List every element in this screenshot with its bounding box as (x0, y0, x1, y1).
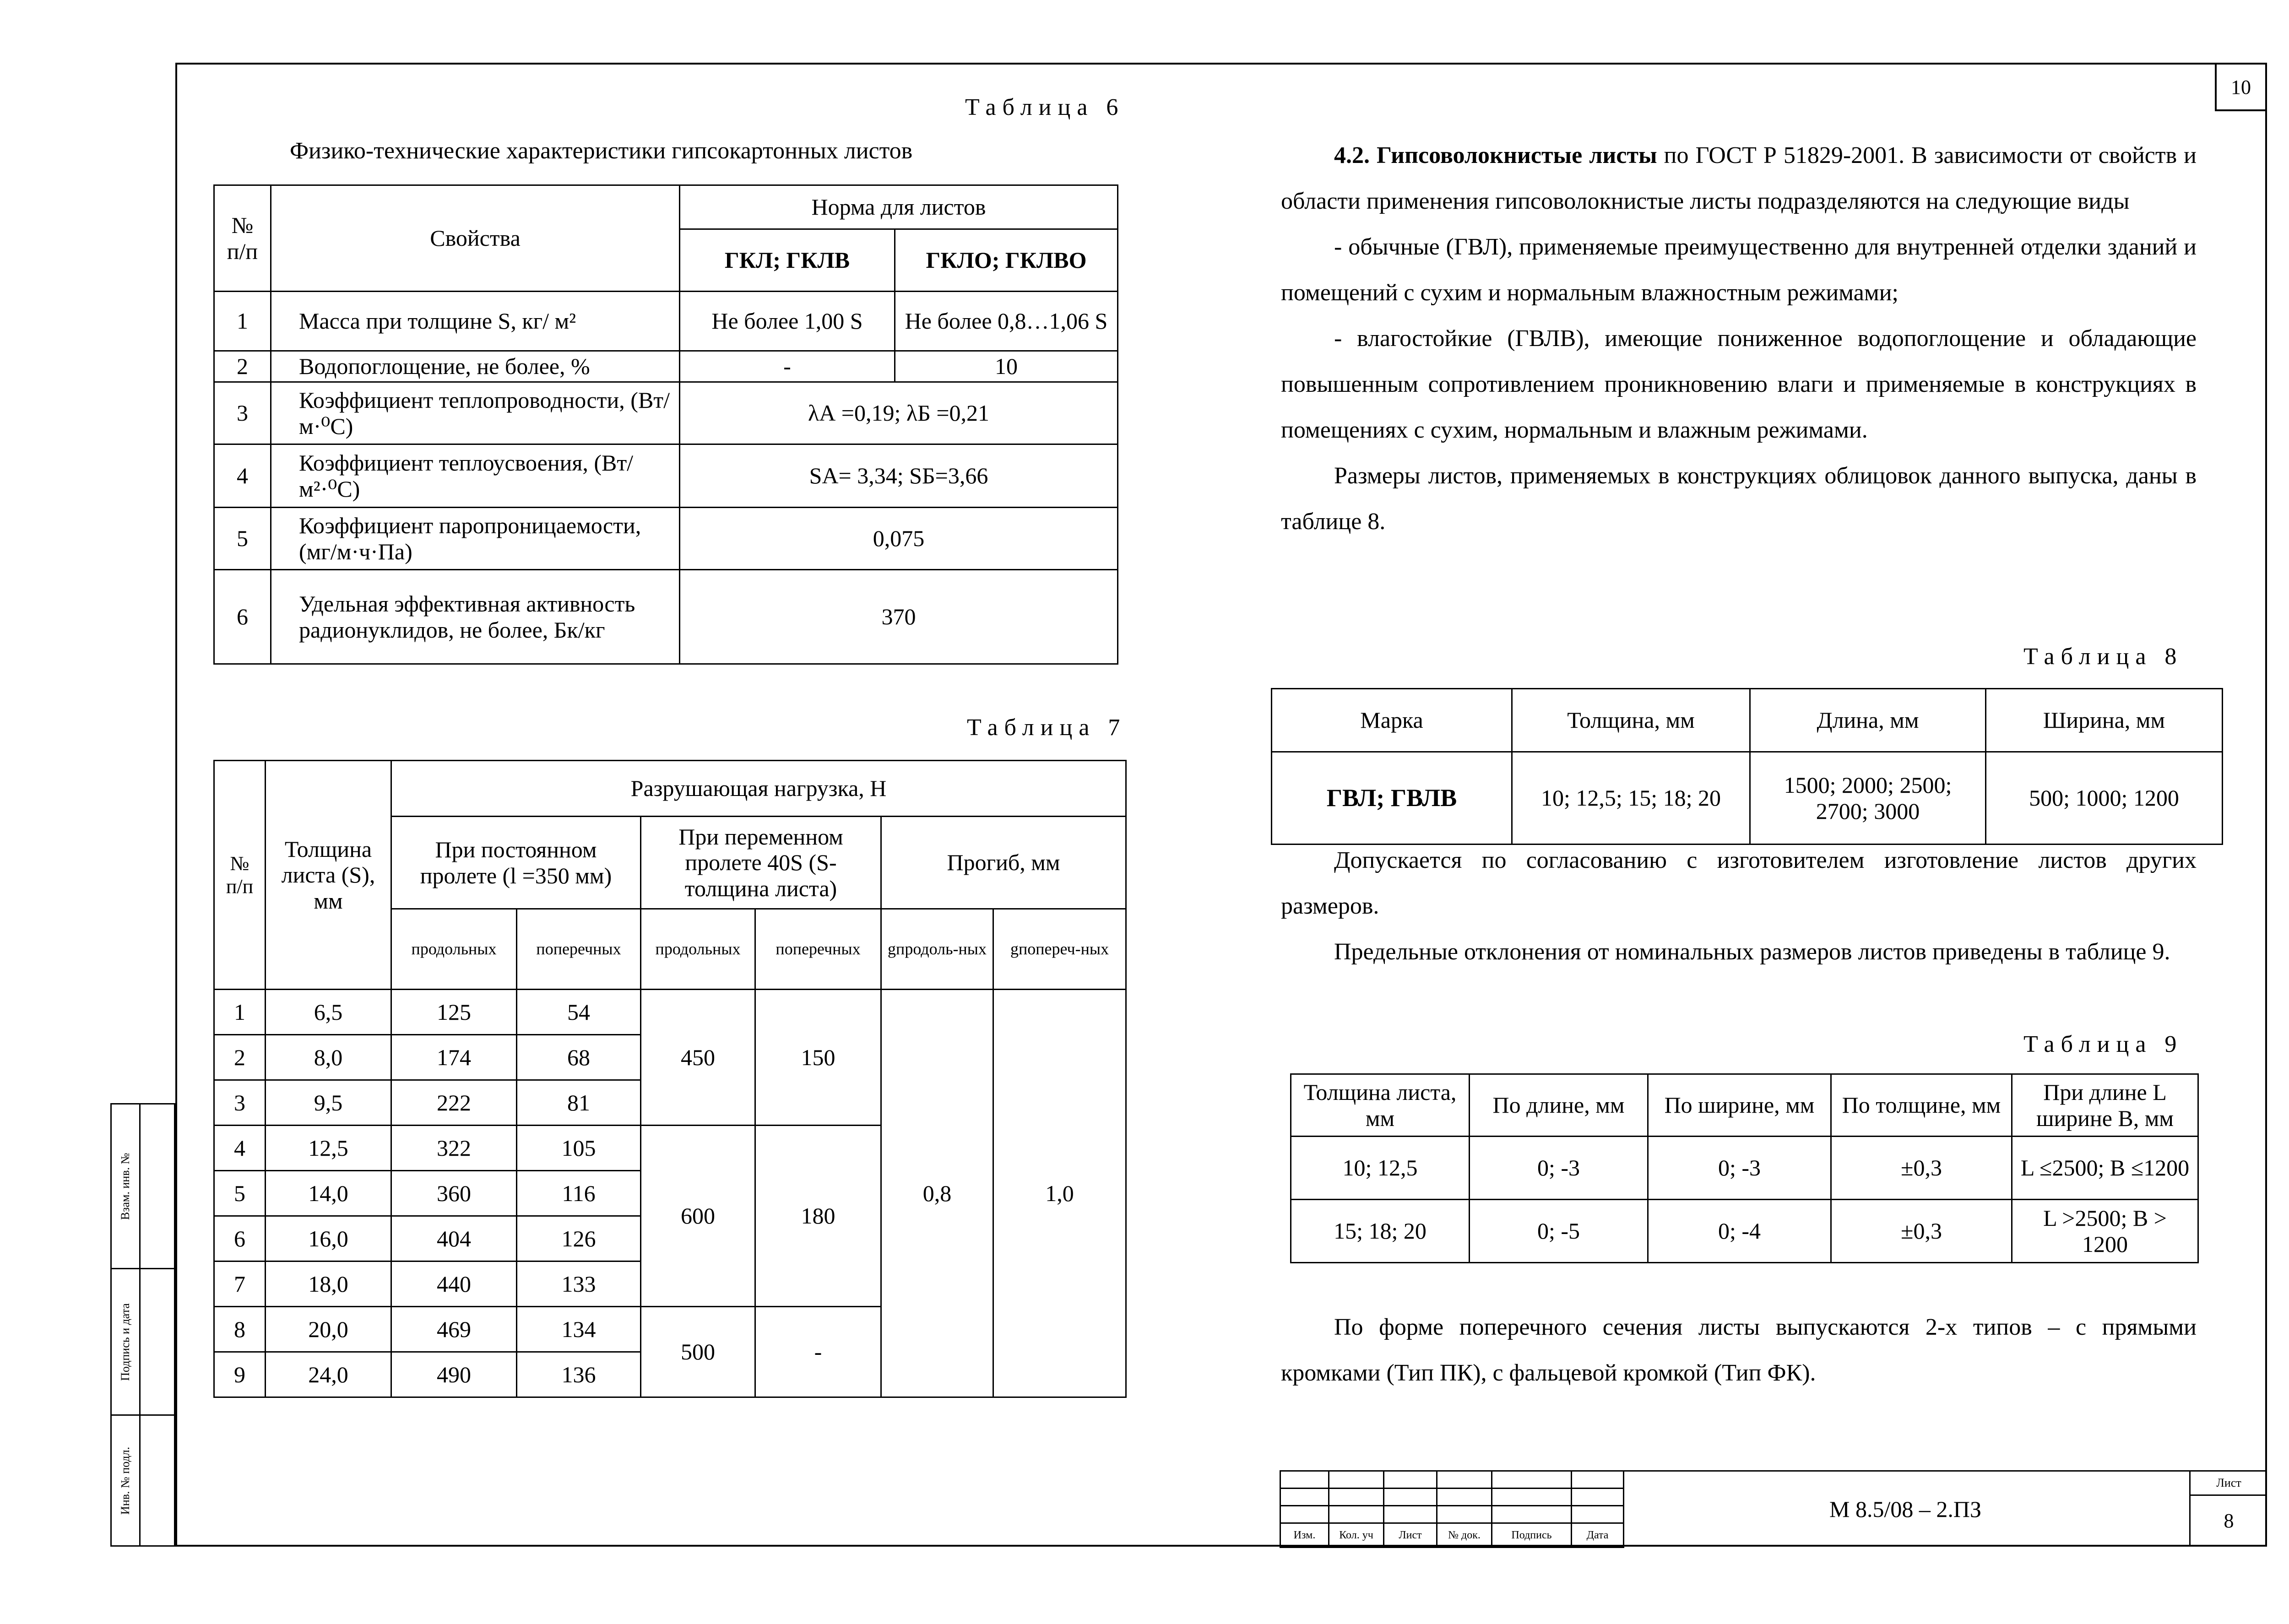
t7-g3-long: 500 (641, 1307, 755, 1397)
t6-r1-prop: Масса при толщине S, кг/ м² (271, 292, 680, 351)
t6-r6-v: 370 (680, 570, 1118, 664)
t7-r9-long: 490 (391, 1352, 517, 1397)
t6-r6-n: 6 (214, 570, 271, 664)
t6-r5-v: 0,075 (680, 508, 1118, 570)
t7-r1-s: 6,5 (266, 990, 391, 1035)
t7-r8-trans: 134 (517, 1307, 641, 1352)
t6-r3-v: λА =0,19; λБ =0,21 (680, 382, 1118, 444)
t7-r1-long: 125 (391, 990, 517, 1035)
sheet-number-cell (2191, 1470, 2267, 1547)
t6-r5-n: 5 (214, 508, 271, 570)
t7-r2-trans: 68 (517, 1035, 641, 1080)
stamp-label-original: Инв. № подл. (119, 1446, 132, 1515)
tb-col-signature: Подпись (1492, 1523, 1572, 1548)
t6-r4-prop: Коэффициент теплоусвоения, (Вт/м²·⁰С) (271, 444, 680, 508)
table6 (213, 184, 1118, 665)
paragraph-4-2 (1281, 133, 2197, 224)
t7-deflection-long: 0,8 (881, 990, 993, 1397)
t9-r1-thickness: 10; 12,5 (1291, 1137, 1470, 1200)
t7-h-deflection: Прогиб, мм (881, 817, 1126, 909)
t7-h-trans-1: поперечных (517, 909, 641, 990)
table7 (213, 760, 1127, 1398)
t9-h-depth: По толщине, мм (1831, 1074, 2012, 1137)
t7-r3-trans: 81 (517, 1080, 641, 1126)
t7-r4-long: 322 (391, 1126, 517, 1171)
table9 (1290, 1073, 2199, 1263)
sheet-label: Лист (2191, 1472, 2267, 1496)
t7-h-num: № п/п (214, 761, 266, 990)
t8-h-brand: Марка (1272, 689, 1512, 752)
t7-r6-n: 6 (214, 1216, 266, 1261)
t7-r8-n: 8 (214, 1307, 266, 1352)
t7-r7-s: 18,0 (266, 1261, 391, 1307)
t7-r4-n: 4 (214, 1126, 266, 1171)
tb-col-count: Кол. уч (1329, 1523, 1384, 1548)
t8-width: 500; 1000; 1200 (1986, 752, 2223, 844)
t7-r4-s: 12,5 (266, 1126, 391, 1171)
t6-r2-v1: - (680, 351, 895, 382)
t8-h-length: Длина, мм (1750, 689, 1986, 752)
t7-r5-n: 5 (214, 1171, 266, 1216)
tb-col-sheet: Лист (1384, 1523, 1437, 1548)
tb-col-change: Изм. (1280, 1523, 1329, 1548)
table6-caption: Таблица 6 (965, 94, 1125, 120)
t7-r2-s: 8,0 (266, 1035, 391, 1080)
t6-r4-v: SА= 3,34; SБ=3,66 (680, 444, 1118, 508)
t8-h-width: Ширина, мм (1986, 689, 2223, 752)
t7-h-g-trans: gпопереч-ных (993, 909, 1126, 990)
t9-r1-length: 0; -3 (1470, 1137, 1648, 1200)
t8-h-thickness: Толщина, мм (1512, 689, 1750, 752)
t7-r3-s: 9,5 (266, 1080, 391, 1126)
t7-r7-trans: 133 (517, 1261, 641, 1307)
t7-r1-n: 1 (214, 990, 266, 1035)
t6-r4-n: 4 (214, 444, 271, 508)
section-heading: 4.2. Гипсоволокнистые листы (1334, 142, 1657, 168)
paragraph-edge-types: По форме поперечного сечения листы выпускаются 2-х типов – с прямыми кромками (Тип ПК), с фальцевой кромкой (Тип ФК). (1281, 1314, 2197, 1386)
stamp-original-inv (110, 1414, 175, 1547)
t9-r1-width: 0; -3 (1648, 1137, 1831, 1200)
t7-r9-trans: 136 (517, 1352, 641, 1397)
t7-r4-trans: 105 (517, 1126, 641, 1171)
tb-col-date: Дата (1572, 1523, 1624, 1548)
t7-r6-long: 404 (391, 1216, 517, 1261)
t7-g1-trans: 150 (755, 990, 881, 1126)
t9-r1-depth: ±0,3 (1831, 1137, 2012, 1200)
t6-r6-prop: Удельная эффективная активность радионуклидов, не более, Бк/кг (271, 570, 680, 664)
title-block-grid (1280, 1470, 1624, 1548)
table8-caption: Таблица 8 (2023, 644, 2183, 670)
t7-r9-n: 9 (214, 1352, 266, 1397)
t7-r1-trans: 54 (517, 990, 641, 1035)
t7-h-long-1: продольных (391, 909, 517, 990)
t6-r2-prop: Водопоглощение, не более, % (271, 351, 680, 382)
table6-title: Физико-технические характеристики гипсокартонных листов (290, 138, 913, 164)
t7-h-trans-2: поперечных (755, 909, 881, 990)
t8-thickness: 10; 12,5; 15; 18; 20 (1512, 752, 1750, 844)
t7-r7-long: 440 (391, 1261, 517, 1307)
t7-r8-long: 469 (391, 1307, 517, 1352)
t6-r3-n: 3 (214, 382, 271, 444)
t7-r3-n: 3 (214, 1080, 266, 1126)
t7-g3-trans: - (755, 1307, 881, 1397)
t6-r2-v2: 10 (895, 351, 1118, 382)
t7-g2-trans: 180 (755, 1126, 881, 1307)
text-block-1 (1281, 133, 2197, 545)
stamp-replacement-inv (110, 1103, 175, 1268)
t6-r1-n: 1 (214, 292, 271, 351)
t7-r5-long: 360 (391, 1171, 517, 1216)
table8 (1271, 688, 2223, 845)
t7-h-g-long: gпродоль-ных (881, 909, 993, 990)
t7-h-const-span: При постоянном пролете (l =350 мм) (391, 817, 641, 909)
t7-r9-s: 24,0 (266, 1352, 391, 1397)
t9-r2-width: 0; -4 (1648, 1200, 1831, 1263)
t7-deflection-trans: 1,0 (993, 990, 1126, 1397)
t7-h-long-2: продольных (641, 909, 755, 990)
t7-r2-long: 174 (391, 1035, 517, 1080)
stamp-label-replacement: Взам. инв. № (119, 1153, 132, 1220)
t6-r2-n: 2 (214, 351, 271, 382)
t9-r1-lb: L ≤2500; В ≤1200 (2012, 1137, 2198, 1200)
paragraph-deviations: Предельные отклонения от номинальных размеров листов приведены в таблице 9. (1334, 939, 2170, 965)
table7-caption: Таблица 7 (967, 715, 1127, 741)
sheet-number: 8 (2224, 1510, 2234, 1532)
t9-r2-thickness: 15; 18; 20 (1291, 1200, 1470, 1263)
t7-h-var-span: При переменном пролете 40S (S-толщина листа) (641, 817, 881, 909)
t7-r8-s: 20,0 (266, 1307, 391, 1352)
t9-r2-lb: L >2500; В > 1200 (2012, 1200, 2198, 1263)
t6-h-col1: ГКЛ; ГКЛВ (680, 229, 895, 292)
t6-r1-v2: Не более 0,8…1,06 S (895, 292, 1118, 351)
t9-r2-depth: ±0,3 (1831, 1200, 2012, 1263)
t7-r6-s: 16,0 (266, 1216, 391, 1261)
text-block-3 (1281, 1305, 2197, 1396)
t7-r7-n: 7 (214, 1261, 266, 1307)
t7-h-thickness: Толщина листа (S), мм (266, 761, 391, 990)
t7-r2-n: 2 (214, 1035, 266, 1080)
t9-h-lb: При длине L ширине В, мм (2012, 1074, 2198, 1137)
t6-r3-prop: Коэффициент теплопроводности, (Вт/м·⁰С) (271, 382, 680, 444)
t8-length: 1500; 2000; 2500; 2700; 3000 (1750, 752, 1986, 844)
t6-r1-v1: Не более 1,00 S (680, 292, 895, 351)
document-code: М 8.5/08 – 2.ПЗ (1622, 1470, 2191, 1547)
t7-r6-trans: 126 (517, 1216, 641, 1261)
paragraph-other-sizes: Допускается по согласованию с изготовителем изготовление листов других размеров. (1281, 847, 2197, 919)
t7-g1-long: 450 (641, 990, 755, 1126)
t8-brand: ГВЛ; ГВЛВ (1272, 752, 1512, 844)
t6-h-num: № п/п (214, 185, 271, 292)
t9-h-width: По ширине, мм (1648, 1074, 1831, 1137)
paragraph-4-2-body: по ГОСТ Р 51829-2001. В зависимости от свойств и области применения гипсоволокнистые листы подразделяются на следующие виды (1281, 142, 2197, 214)
table9-caption: Таблица 9 (2023, 1031, 2183, 1057)
t7-r5-trans: 116 (517, 1171, 641, 1216)
text-block-2 (1281, 838, 2197, 975)
t7-r3-long: 222 (391, 1080, 517, 1126)
t9-r2-length: 0; -5 (1470, 1200, 1648, 1263)
stamp-label-signature: Подпись и дата (119, 1303, 132, 1381)
t6-h-col2: ГКЛО; ГКЛВО (895, 229, 1118, 292)
t7-r5-s: 14,0 (266, 1171, 391, 1216)
t9-h-length: По длине, мм (1470, 1074, 1648, 1137)
paragraph-gvl: - обычные (ГВЛ), применяемые преимущественно для внутренней отделки зданий и помещений с сухим и нормальным влажностным режимами; (1281, 234, 2197, 306)
stamp-signature-date (110, 1268, 175, 1414)
t7-g2-long: 600 (641, 1126, 755, 1307)
paragraph-gvlv: - влагостойкие (ГВЛВ), имеющие пониженное водопоглощение и обладающие повышенным сопротивлением проникновению влаги и применяемые в конструкциях в помещениях с сухим, нормальным и влажным режимами. (1281, 325, 2197, 443)
tb-col-docno: № док. (1437, 1523, 1492, 1548)
t6-r5-prop: Коэффициент паропроницаемости, (мг/м·ч·Па) (271, 508, 680, 570)
t7-h-load: Разрушающая нагрузка, Н (391, 761, 1126, 817)
t6-h-norm: Норма для листов (680, 185, 1118, 229)
top-sheet-number: 10 (2215, 63, 2267, 111)
paragraph-sizes: Размеры листов, применяемых в конструкциях облицовок данного выпуска, даны в таблице 8. (1281, 463, 2197, 535)
t6-h-property: Свойства (271, 185, 680, 292)
t9-h-thickness: Толщина листа, мм (1291, 1074, 1470, 1137)
